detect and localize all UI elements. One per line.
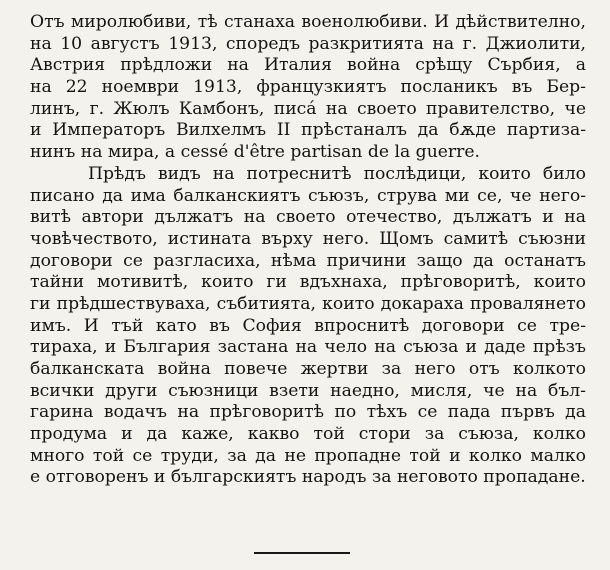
text-line: Отъ миролюбиви, тѣ станаха военолюбиви. И дѣйствително, [30,12,586,32]
text-line: човѣчеството, истината върху него. Щомъ самитѣ съюзни [30,228,586,249]
text-line: на 22 ноември 1913, французкиятъ посланикъ въ Бер- [30,77,586,98]
text-line: и Императоръ Вилхелмъ II прѣстаналъ да бѫде партиза- [30,120,586,141]
section-separator-rule [254,552,350,554]
text-line: Австрия прѣдложи на Италия война срѣщу Сърбия, а [30,55,586,76]
text-line: тираха, и България застана на чело на съюза и даде прѣзъ [30,337,586,358]
text-line: писано да има балканскиятъ съюзъ, струва ми се, че него- [30,185,586,206]
text-line: имъ. И тъй като въ София впроснитѣ договори се тре- [30,315,586,336]
text-line: договори се разгласиха, нѣма причини защо да останатъ [30,250,586,271]
text-line: нинъ на мира, а cessé d'être partisan de la guerre. [30,142,480,163]
text-line: тайни мотивитѣ, които ги вдъхнаха, прѣговоритѣ, които [30,272,586,293]
text-line: ги прѣдшествуваха, събитията, които докараха провалянето [30,293,586,314]
text-line: всички други съюзници взети наедно, мисля, че на бъл- [30,380,586,401]
text-line: много той се труди, за да не пропадне той и колко малко [30,445,586,466]
body-text [30,12,586,489]
text-line: продума и да каже, какво той стори за съюза, колко [30,424,586,445]
text-line: е отговоренъ и българскиятъ народъ за неговото пропадане. [30,467,586,488]
text-line: линъ, г. Жюлъ Камбонъ, писá на своето правителство, че [30,98,586,119]
text-line: балканската война повече жертви за него отъ колкото [30,359,586,379]
paragraph-first-line: Прѣдъ видъ на потреснитѣ послѣдици, които било [88,163,586,184]
text-line: витѣ автори дължатъ на своето отечество, дължатъ и на [30,207,586,228]
text-line: гарина водачъ на прѣговоритѣ по тѣхъ се пада първъ да [30,402,586,423]
text-line: на 10 августъ 1913, споредъ разкритията на г. Джиолити, [30,33,586,54]
